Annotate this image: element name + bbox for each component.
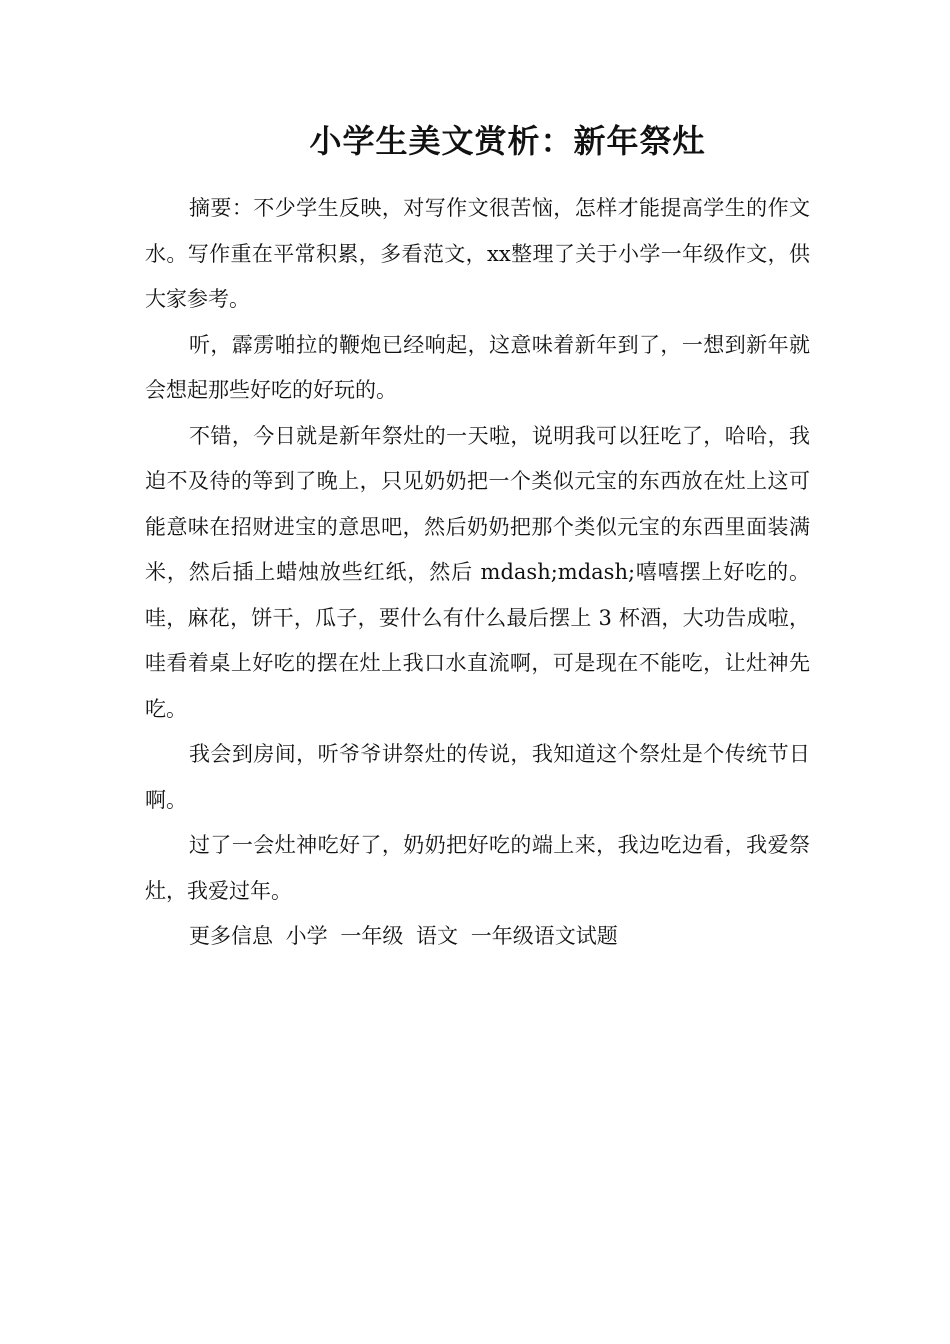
body-paragraph-1: 听，霹雳啪拉的鞭炮已经响起，这意味着新年到了，一想到新年就会想起那些好吃的好玩的。 [145, 332, 810, 402]
body-paragraph-4: 过了一会灶神吃好了，奶奶把好吃的端上来，我边吃边看，我爱祭灶，我爱过年。 [145, 833, 810, 903]
document-title: 小学生美文赏析：新年祭灶 [309, 122, 706, 160]
more-info-line: 更多信息 小学 一年级 语文 一年级语文试题 [189, 924, 618, 948]
abstract-paragraph: 摘要：不少学生反映，对写作文很苦恼，怎样才能提高学生的作文水。写作重在平常积累，多看范文，xx整理了关于小学一年级作文，供大家参考。 [145, 196, 810, 311]
body-paragraph-3: 我会到房间，听爷爷讲祭灶的传说，我知道这个祭灶是个传统节日啊。 [145, 742, 810, 812]
body-paragraph-2: 不错，今日就是新年祭灶的一天啦，说明我可以狂吃了，哈哈，我迫不及待的等到了晚上，只见奶奶把一个类似元宝的东西放在灶上这可能意味在招财进宝的意思吧，然后奶奶把那个类似元宝的东西里面装满米，然后插上蜡烛放些红纸，然后 mdash;mdash;嘻嘻摆上好吃的。哇，麻花，饼干，瓜子，要什么有什么最后摆上 3 杯酒，大功告成啦，哇看着桌上好吃的摆在灶上我口水直流啊，可是现在不能吃，让灶神先吃。 [145, 423, 810, 721]
document-body [145, 118, 810, 960]
